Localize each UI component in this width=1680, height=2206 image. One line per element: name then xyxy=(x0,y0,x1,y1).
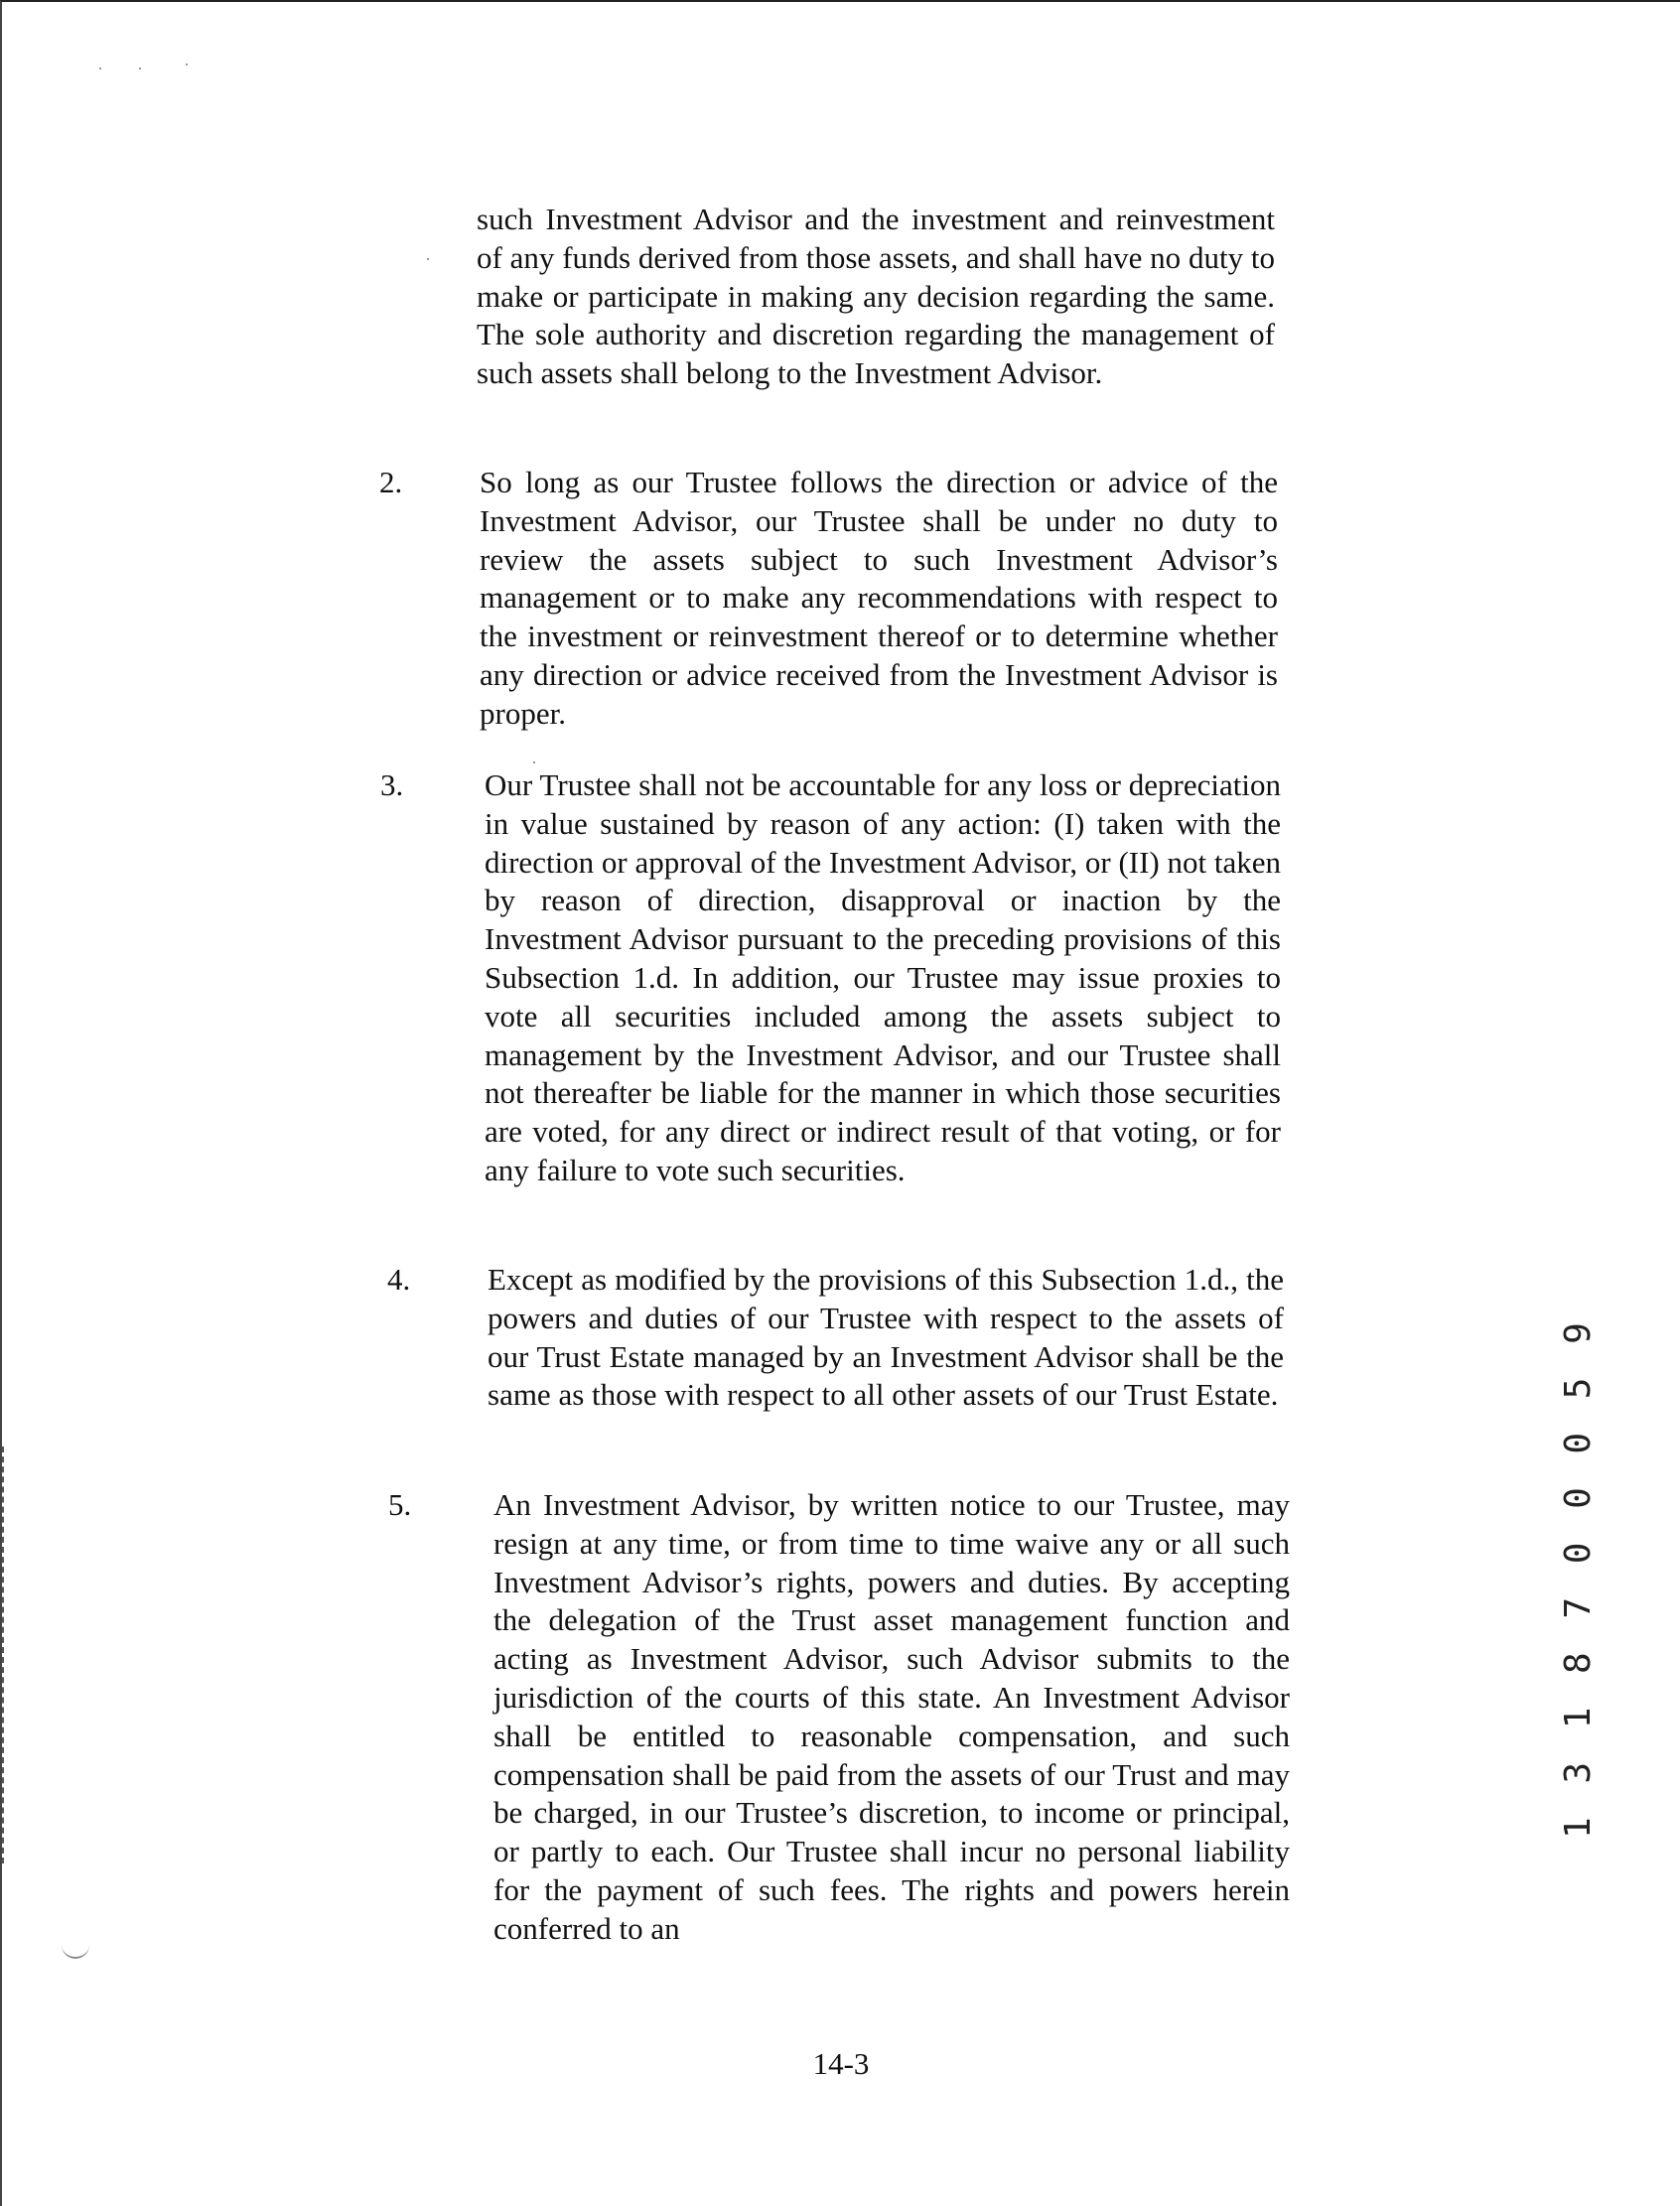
scan-speck xyxy=(533,761,535,763)
item-text: An Investment Advisor, by written notice to our Trustee, may resign at any time, or from time to time waive any or all such Investment Advisor’s rights, powers and duties. By accepting the delegation of the Trust asset management function and acting as Investment Advisor, such Advisor submits to the jurisdiction of the courts of this state. An Investment Advisor shall be entitled to reasonable compensation, and such compensation shall be paid from the assets of our Trust and may be charged, in our Trustee’s discretion, to income or principal, or partly to each. Our Trustee shall incur no personal liability for the payment of such fees. The rights and powers herein conferred to an xyxy=(493,1487,1290,1946)
bates-stamp: 1 3 1 8 7 0 0 0 5 9 xyxy=(1558,1316,1599,1839)
item-text: Except as modified by the provisions of this Subsection 1.d., the powers and duties of our Trustee with respect to the assets of our Trust Estate managed by an Investment Advisor shall be the same as those with respect to all other assets of our Trust Estate. xyxy=(488,1262,1284,1413)
item-number: 4. xyxy=(387,1262,411,1297)
scan-edge-mark xyxy=(2,1447,7,1863)
scan-speck xyxy=(99,68,101,69)
item-number: 3. xyxy=(380,767,404,802)
scan-speck xyxy=(139,68,141,69)
item-text: So long as our Trustee follows the direction or advice of the Investment Advisor, our Trustee shall be under no duty to review the assets subject to such Investment Advisor’s management or to make any recommendations with respect to the investment or reinvestment thereof or to determine whether any direction or advice received from the Investment Advisor is proper. xyxy=(480,465,1278,731)
scan-speck xyxy=(186,64,188,66)
item-text: Our Trustee shall not be accountable for any loss or depreciation in value sustained by reason of any action: (I) taken with the direction or approval of the Investment Advisor, or (II) not taken by reason of direction, disapproval or inaction by the Investment Advisor pursuant to the preceding provisions of this Subsection 1.d. In addition, our Trustee may issue proxies to vote all securities included among the assets subject to management by the Investment Advisor, and our Trustee shall not thereafter be liable for the manner in which those securities are voted, for any direct or indirect result of that voting, or for any failure to vote such securities. xyxy=(485,767,1281,1187)
scan-curve-mark xyxy=(62,1943,89,1959)
page-number: 14-3 xyxy=(812,2046,870,2081)
item-number: 5. xyxy=(388,1487,412,1522)
intro-paragraph: such Investment Advisor and the investment and reinvestment of any funds derived from those assets, and shall have no duty to make or participate in making any decision regarding the same. The sole authority and discretion regarding the management of such assets shall belong to the Investment Advisor. xyxy=(477,202,1275,391)
scan-speck xyxy=(427,258,429,260)
item-number: 2. xyxy=(379,465,403,499)
